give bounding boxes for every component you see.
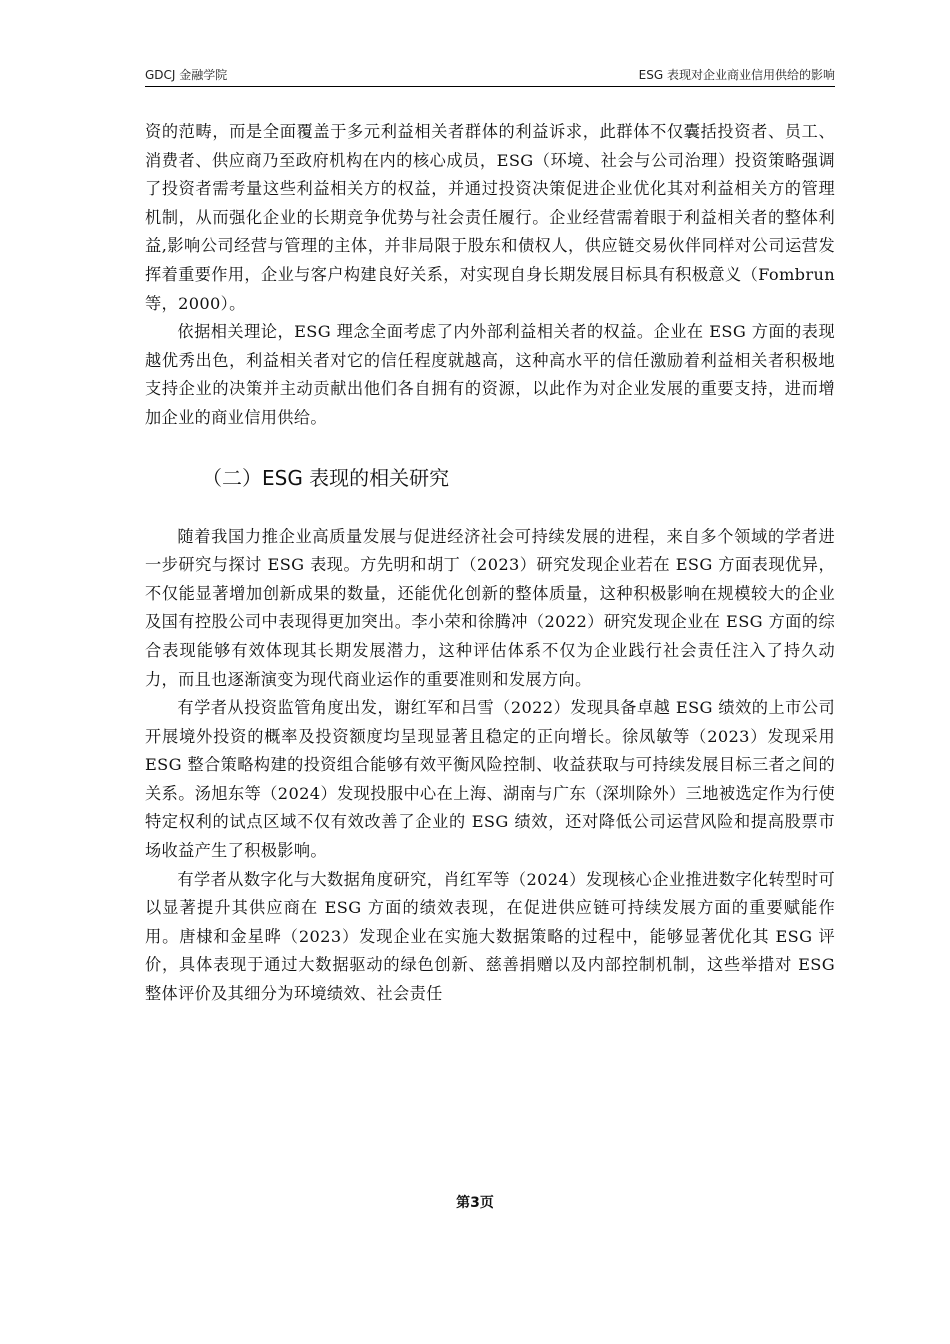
header-right-text: ESG 表现对企业商业信用供给的影响	[638, 68, 835, 82]
body-text	[145, 118, 835, 1009]
paragraph: 随着我国力推企业高质量发展与促进经济社会可持续发展的进程，来自多个领域的学者进一步研究与探讨 ESG 表现。方先明和胡丁（2023）研究发现企业若在 ESG 方面表现优异，不仅能显著增加创新成果的数量，还能优化创新的整体质量，这种积极影响在规模较大的企业及国有控股公司中表现得更加突出。李小荣和徐腾冲（2022）研究发现企业在 ESG 方面的综合表现能够有效体现其长期发展潜力，这种评估体系不仅为企业践行社会责任注入了持久动力，而且也逐渐演变为现代商业运作的重要准则和发展方向。	[145, 526, 835, 689]
page-number: 第3页	[456, 1195, 494, 1211]
header-left-text: GDCJ 金融学院	[145, 68, 228, 82]
paragraph: 资的范畴，而是全面覆盖于多元利益相关者群体的利益诉求，此群体不仅囊括投资者、员工、消费者、供应商乃至政府机构在内的核心成员，ESG（环境、社会与公司治理）投资策略强调了投资者需考量这些利益相关方的权益，并通过投资决策促进企业优化其对利益相关方的管理机制，从而强化企业的长期竞争优势与社会责任履行。企业经营需着眼于利益相关者的整体利益,影响公司经营与管理的主体，并非局限于股东和债权人，供应链交易伙伴同样对公司运营发挥着重要作用，企业与客户构建良好关系，对实现自身长期发展目标具有积极意义（Fombrun 等，2000）。	[145, 122, 835, 313]
paragraph: 有学者从投资监管角度出发，谢红军和吕雪（2022）发现具备卓越 ESG 绩效的上市公司开展境外投资的概率及投资额度均呈现显著且稳定的正向增长。徐凤敏等（2023）发现采用 ESG 整合策略构建的投资组合能够有效平衡风险控制、收益获取与可持续发展目标三者之间的关系。汤旭东等（2024）发现投服中心在上海、湖南与广东（深圳除外）三地被选定作为行使特定权利的试点区域不仅有效改善了企业的 ESG 绩效，还对降低公司运营风险和提高股票市场收益产生了积极影响。	[145, 698, 835, 861]
paragraph: 依据相关理论，ESG 理念全面考虑了内外部利益相关者的权益。企业在 ESG 方面的表现越优秀出色，利益相关者对它的信任程度就越高，这种高水平的信任激励着利益相关者积极地支持企业的决策并主动贡献出他们各自拥有的资源，以此作为对企业发展的重要支持，进而增加企业的商业信用供给。	[145, 322, 835, 427]
paragraph: 有学者从数字化与大数据角度研究，肖红军等（2024）发现核心企业推进数字化转型时可以显著提升其供应商在 ESG 方面的绩效表现，在促进供应链可持续发展方面的重要赋能作用。唐棣和金星晔（2023）发现企业在实施大数据策略的过程中，能够显著优化其 ESG 评价，具体表现于通过大数据驱动的绿色创新、慈善捐赠以及内部控制机制，这些举措对 ESG 整体评价及其细分为环境绩效、社会责任	[145, 869, 835, 1004]
page-header	[145, 64, 835, 87]
section-heading: （二）ESG 表现的相关研究	[202, 465, 450, 490]
